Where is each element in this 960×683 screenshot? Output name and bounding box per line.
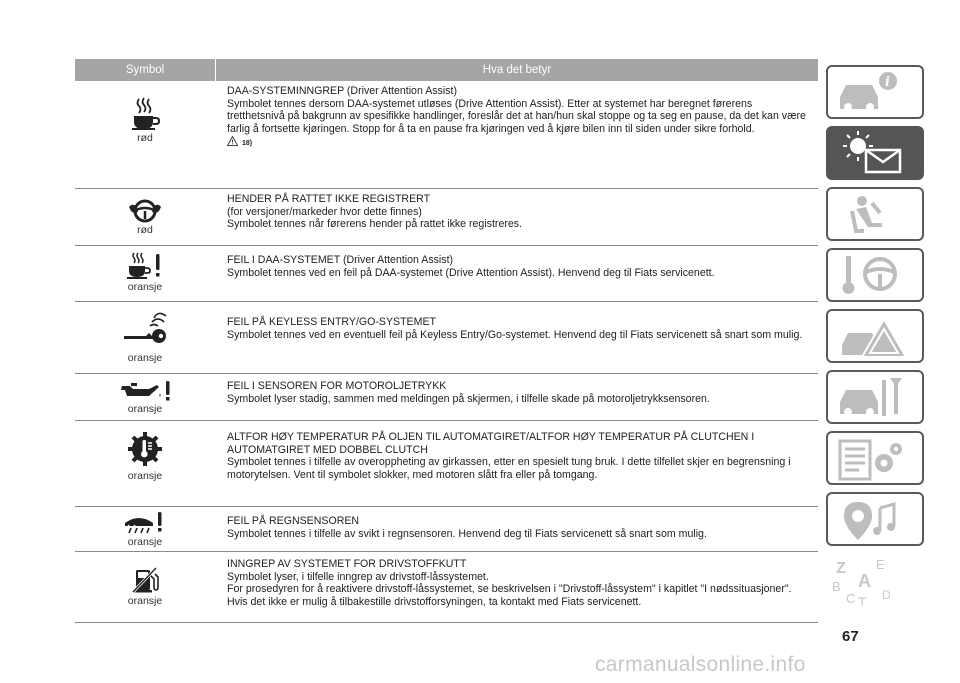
row-title: DAA-SYSTEMINNGREP (Driver Attention Assist): [227, 85, 457, 97]
row-title: FEIL I DAA-SYSTEMET (Driver Attention Assist): [227, 254, 454, 266]
row-text: Symbolet lyser stadig, sammen med meldingen på skjermen, i tilfelle skade på motoroljetrykksensoren.: [227, 392, 710, 405]
symbol-cell: [75, 374, 215, 420]
row-title: INNGREP AV SYSTEMET FOR DRIVSTOFFKUTT: [227, 558, 467, 570]
row-title: FEIL PÅ REGNSENSOREN: [227, 515, 360, 527]
chapter-tab-technical-data[interactable]: [826, 431, 924, 485]
car-info-icon: [828, 67, 924, 119]
row-title: FEIL I SENSOREN FOR MOTOROLJETRYKK: [227, 380, 447, 392]
row-title: FEIL PÅ KEYLESS ENTRY/GO-SYSTEMET: [227, 316, 436, 328]
symbol-cell: [75, 552, 215, 622]
symbol-color-label: oransje: [127, 281, 163, 293]
svg-text:i: i: [885, 75, 890, 90]
symbol-color-label: rød: [137, 132, 153, 144]
rain-sensor-warning-icon: [123, 511, 167, 535]
symbol-color-label: oransje: [127, 536, 163, 548]
index-letter: Z: [836, 560, 846, 577]
multimedia-icon: [828, 494, 924, 546]
warning-lights-table: [75, 59, 818, 623]
chapter-tab-maintenance[interactable]: [826, 370, 924, 424]
row-text: Symbolet tennes i tilfelle av overoppheting av girkassen, etter en spesielt tung bruk. I dette tilfellet skjer en begrensning i motorytelsen. Vent til symbolet slokker, med motoren slått fra eller på tomgang.: [227, 456, 791, 481]
row-text: Symbolet tennes ved en feil på DAA-systemet (Drive Attention Assist). Henvend deg til Fiats servicenett.: [227, 266, 715, 279]
table-row: [75, 552, 818, 623]
symbol-color-label: oransje: [127, 595, 163, 607]
index-letter: T: [858, 594, 867, 609]
steering-wheel-hands-icon: [128, 199, 162, 223]
symbol-cell: [75, 507, 215, 551]
table-row: [75, 302, 818, 374]
chapter-tab-multimedia[interactable]: [826, 492, 924, 546]
header-symbol: Symbol: [125, 64, 165, 76]
table-header: [75, 59, 818, 81]
description-cell: [215, 246, 818, 301]
keyless-key-icon: [122, 312, 168, 346]
description-cell: [215, 552, 818, 622]
row-text: Symbolet tennes dersom DAA-systemet utløses (Drive Attention Assist). Etter at systemet har beregnet førerens tretthetsnivå på bakgrunn av spesifikke handlinger, foreslår det at han/hun skal stoppe og ta seg en pause, da det kan være farlig å fortsette kjøringen. Stopp for å ta en pause fra kjøringen ved å kjøre bilen inn til siden under sikre forhold.: [227, 97, 806, 135]
symbol-color-label: rød: [137, 224, 153, 236]
warning-triangle-icon: [227, 136, 238, 152]
description-cell: [215, 302, 818, 373]
index-letter: E: [876, 557, 885, 572]
symbol-color-label: oransje: [127, 352, 163, 364]
coffee-cup-icon: [130, 97, 160, 131]
chapter-tab-starting-driving[interactable]: [826, 248, 924, 302]
symbol-cell: [75, 302, 215, 373]
chapter-tab-car-info[interactable]: [826, 65, 924, 119]
reference-note: [227, 136, 812, 152]
table-row: [75, 374, 818, 421]
index-letters-icon: [828, 555, 924, 607]
chapter-tab-index[interactable]: [826, 553, 924, 607]
breakdown-warning-icon: [828, 311, 924, 363]
symbol-cell: [75, 81, 215, 188]
technical-data-icon: [828, 433, 924, 485]
header-meaning: Hva det betyr: [215, 59, 818, 81]
row-text: Symbolet lyser, i tilfelle inngrep av drivstoff-låssystemet. For prosedyren for å reaktivere drivstoff-låssystemet, se beskrivelsen i "Drivstoff-låssystem" i kapitlet "I nødssituasjoner". Hvis det ikke er mulig å tilbakestille drivstofforsyningen, ta kontakt med Fiats servicenett.: [227, 570, 792, 608]
symbol-color-label: oransje: [127, 470, 163, 482]
row-text: Symbolet tennes ved en eventuell feil på Keyless Entry/Go-systemet. Henvend deg til Fiats servicenett så snart som mulig.: [227, 328, 803, 341]
car-maintenance-icon: [828, 372, 924, 424]
coffee-cup-warning-icon: [125, 252, 165, 280]
row-text: Symbolet tennes i tilfelle av svikt i regnsensoren. Henvend deg til Fiats servicenett så snart som mulig.: [227, 527, 707, 540]
symbol-cell: [75, 246, 215, 301]
row-title: HENDER PÅ RATTET IKKE REGISTRERT: [227, 193, 431, 205]
fuel-cutoff-icon: [130, 566, 160, 594]
symbol-cell: [75, 421, 215, 506]
table-row: [75, 246, 818, 302]
row-title: ALTFOR HØY TEMPERATUR PÅ OLJEN TIL AUTOMATGIRET/ALTFOR HØY TEMPERATUR PÅ CLUTCHEN I AUTOMATGIRET MED DOBBEL CLUTCH: [227, 431, 755, 456]
index-letter: B: [832, 579, 841, 594]
table-row: [75, 81, 818, 189]
description-cell: [215, 189, 818, 245]
description-cell: [215, 421, 818, 506]
seat-safety-icon: [828, 189, 924, 241]
reference-number: 18): [242, 139, 253, 147]
key-steering-wheel-icon: [828, 250, 924, 302]
index-letter: D: [882, 588, 891, 602]
symbol-cell: [75, 189, 215, 245]
warning-light-message-icon: [828, 128, 924, 180]
chapter-tab-warning-lights[interactable]: [826, 126, 924, 180]
row-text: (for versjoner/markeder hvor dette finnes) Symbolet tennes når førerens hender på rattet ikke registreres.: [227, 205, 523, 231]
chapter-tab-emergency[interactable]: [826, 309, 924, 363]
index-letter: C: [846, 591, 856, 606]
gearbox-temperature-icon: [127, 431, 163, 467]
oil-can-warning-icon: [118, 380, 172, 402]
description-cell: [215, 374, 818, 420]
description-cell: [215, 81, 818, 188]
symbol-color-label: oransje: [127, 403, 163, 415]
table-row: [75, 189, 818, 246]
description-cell: [215, 507, 818, 551]
table-row: [75, 421, 818, 507]
page-number: 67: [842, 628, 859, 645]
chapter-tab-safety[interactable]: [826, 187, 924, 241]
index-letter: A: [858, 571, 871, 591]
watermark: carmanualsonline.info: [595, 653, 806, 676]
table-row: [75, 507, 818, 552]
